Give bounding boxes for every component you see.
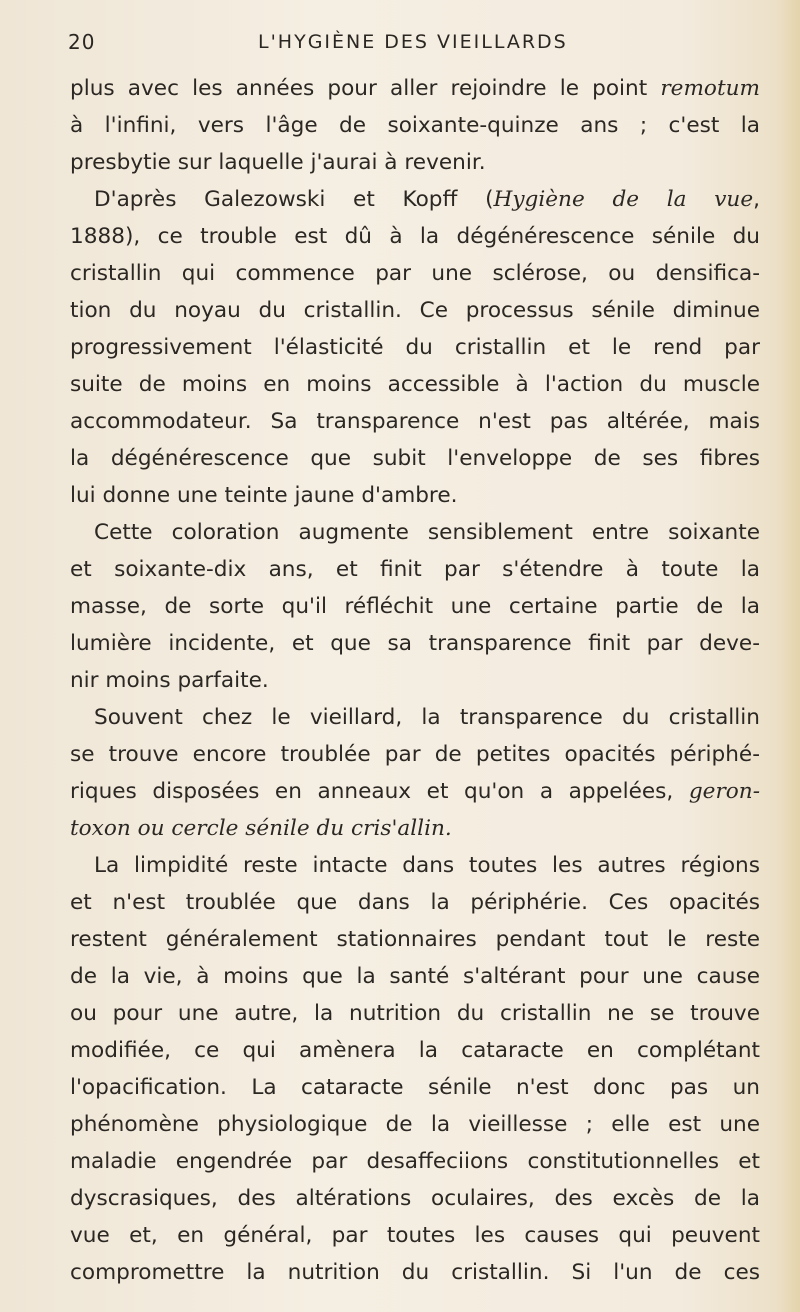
- page-header: [0, 30, 800, 62]
- text-segment: ,: [753, 187, 760, 212]
- text-segment: lui donne une teinte jaune d'ambre.: [70, 483, 458, 508]
- text-line: [70, 1106, 760, 1143]
- text-line: [70, 255, 760, 292]
- body-text: [70, 70, 760, 1291]
- text-line: [70, 292, 760, 329]
- text-segment: la dégénérescence que subit l'enveloppe de ses fibres: [70, 446, 760, 471]
- text-segment: Souvent chez le vieillard, la transparence du cristallin: [94, 705, 760, 730]
- text-segment: accommodateur. Sa transparence n'est pas altérée, mais: [70, 409, 760, 434]
- text-line: [70, 107, 760, 144]
- text-segment: compromettre la nutrition du cristallin. Si l'un de ces: [70, 1260, 760, 1285]
- text-line: [70, 699, 760, 736]
- text-segment: Cette coloration augmente sensiblement entre soixante: [94, 520, 760, 545]
- text-segment: modifiée, ce qui amènera la cataracte en complétant: [70, 1038, 760, 1063]
- text-segment: à l'infini, vers l'âge de soixante-quinze ans ; c'est la: [70, 113, 760, 138]
- text-segment: La limpidité reste intacte dans toutes les autres régions: [94, 853, 760, 878]
- text-segment: plus avec les années pour aller rejoindre le point: [70, 76, 661, 101]
- text-segment: et n'est troublée que dans la périphérie. Ces opacités: [70, 890, 760, 915]
- text-line: [70, 773, 760, 810]
- text-line: [70, 884, 760, 921]
- text-line: [70, 736, 760, 773]
- text-line: [70, 958, 760, 995]
- text-line: [70, 403, 760, 440]
- text-segment: restent généralement stationnaires pendant tout le reste: [70, 927, 760, 952]
- text-segment: maladie engendrée par desaffeciions constitutionnelles et: [70, 1149, 760, 1174]
- italic-text: geron-: [688, 779, 760, 804]
- text-segment: D'après Galezowski et Kopff (: [94, 187, 494, 212]
- text-segment: lumière incidente, et que sa transparence finit par deve-: [70, 631, 760, 656]
- text-line: [70, 1069, 760, 1106]
- text-segment: l'opacification. La cataracte sénile n'est donc pas un: [70, 1075, 760, 1100]
- text-line: [70, 366, 760, 403]
- text-segment: 1888), ce trouble est dû à la dégénérescence sénile du: [70, 224, 760, 249]
- text-line: [70, 329, 760, 366]
- text-segment: masse, de sorte qu'il réfléchit une certaine partie de la: [70, 594, 760, 619]
- text-segment: riques disposées en anneaux et qu'on a appelées,: [70, 779, 689, 804]
- text-line: [70, 218, 760, 255]
- text-segment: dyscrasiques, des altérations oculaires, des excès de la: [70, 1186, 760, 1211]
- text-line: [70, 144, 760, 181]
- text-line: [70, 1143, 760, 1180]
- text-line: [70, 847, 760, 884]
- text-segment: suite de moins en moins accessible à l'action du muscle: [70, 372, 760, 397]
- page-number: 20: [68, 30, 96, 54]
- italic-text: toxon ou cercle sénile du cris'allin.: [70, 816, 452, 841]
- text-line: [70, 181, 760, 218]
- text-line: [70, 1217, 760, 1254]
- text-segment: vue et, en général, par toutes les causes qui peuvent: [70, 1223, 760, 1248]
- text-line: [70, 551, 760, 588]
- text-line: [70, 440, 760, 477]
- text-line: [70, 921, 760, 958]
- text-line: [70, 662, 760, 699]
- text-line: [70, 1254, 760, 1291]
- text-segment: tion du noyau du cristallin. Ce processus sénile diminue: [70, 298, 760, 323]
- text-line: [70, 1032, 760, 1069]
- text-line: [70, 1180, 760, 1217]
- text-line: [70, 514, 760, 551]
- text-line: [70, 625, 760, 662]
- text-line: [70, 995, 760, 1032]
- text-segment: se trouve encore troublée par de petites opacités périphé-: [70, 742, 760, 767]
- text-line: [70, 810, 760, 847]
- text-segment: cristallin qui commence par une sclérose, ou densifica-: [70, 261, 760, 286]
- text-segment: de la vie, à moins que la santé s'altérant pour une cause: [70, 964, 760, 989]
- text-line: [70, 477, 760, 514]
- text-segment: presbytie sur laquelle j'aurai à revenir.: [70, 150, 486, 175]
- text-segment: et soixante-dix ans, et finit par s'étendre à toute la: [70, 557, 760, 582]
- italic-text: Hygiène de la vue: [493, 187, 754, 212]
- text-segment: phénomène physiologique de la vieillesse ; elle est une: [70, 1112, 760, 1137]
- italic-text: remotum: [660, 76, 760, 101]
- text-segment: ou pour une autre, la nutrition du cristallin ne se trouve: [70, 1001, 760, 1026]
- running-title: L'HYGIÈNE DES VIEILLARDS: [258, 31, 568, 53]
- text-line: [70, 70, 760, 107]
- text-line: [70, 588, 760, 625]
- text-segment: nir moins parfaite.: [70, 668, 269, 693]
- text-segment: progressivement l'élasticité du cristallin et le rend par: [70, 335, 760, 360]
